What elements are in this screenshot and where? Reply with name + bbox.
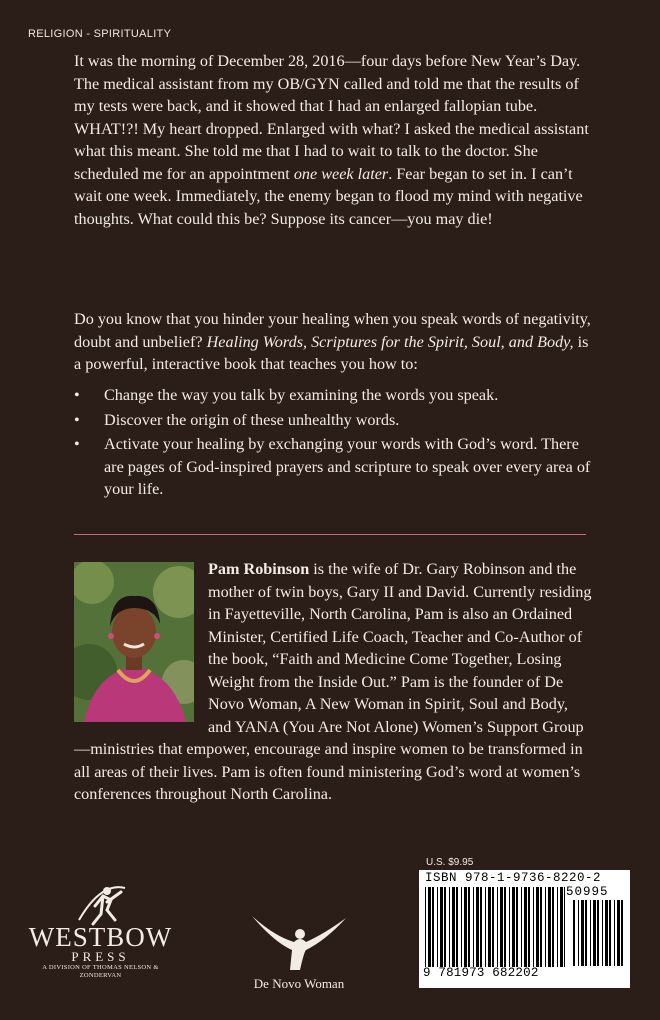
barcode-bar (557, 887, 558, 967)
list-item: • Change the way you talk by examining the words you speak. (74, 384, 594, 407)
barcode-bar (617, 900, 620, 966)
story-text-2: . Fear began to set in. I can’t wait one week. Immediately, the enemy began to flood my mind with negative thoughts. What could this be? Suppose its cancer—you may die! (74, 164, 583, 228)
addon-barcode-bars (573, 900, 623, 966)
barcode-bar (504, 887, 506, 967)
barcode-bar (488, 887, 491, 967)
barcode-digits: 9 781973 682202 (423, 966, 539, 980)
barcode-bar (540, 887, 542, 967)
publisher-press: PRESS (71, 949, 130, 964)
barcode-bar (564, 887, 565, 967)
de-novo-woman-logo (234, 912, 364, 1002)
barcode-bar (440, 887, 443, 967)
barcode-bar (521, 887, 522, 967)
list-item: • Activate your healing by exchanging your words with God’s word. There are pages of God-inspired prayers and scripture to speak over every area of your life. (74, 433, 594, 501)
barcode-bar (585, 900, 587, 966)
publisher-name: WESTBOW (28, 922, 173, 952)
barcode-bar (449, 887, 450, 967)
story-paragraph (74, 50, 594, 230)
barcode-bar (560, 887, 563, 967)
pitch-paragraph (74, 308, 594, 376)
barcode-bar (621, 900, 623, 966)
barcode-bar (468, 887, 470, 967)
barcode-bar (602, 900, 603, 966)
barcode-bar (593, 900, 596, 966)
barcode-bar (425, 887, 426, 967)
barcode-bar (456, 887, 458, 967)
section-divider (74, 534, 586, 535)
barcode-bar (473, 887, 474, 967)
barcode-bars (425, 887, 565, 967)
ministry-name: De Novo Woman (253, 976, 345, 991)
barcode-bar (573, 900, 575, 966)
author-bio (74, 558, 594, 806)
barcode-bar (476, 887, 479, 967)
barcode-bar (536, 887, 539, 967)
story-text-1: It was the morning of December 28, 2016—four days before New Year’s Day. The medical assistant from my OB/GYN called and told me that the results of my tests were back, and it showed that I had an enlarged fallopian tube. WHAT!?! My heart dropped. Enlarged with what? I asked the medical assistant what this meant. She told me that I had to wait to talk to the doctor. She scheduled me for an appointment (74, 52, 589, 183)
pitch-intro: Do you know that you hinder your healing when you speak words of negativity, doubt and unbelief? (74, 310, 591, 351)
isbn-barcode (419, 870, 630, 988)
photo-spacer (74, 558, 208, 724)
barcode-bar (509, 887, 510, 967)
barcode-bar (452, 887, 455, 967)
barcode-bar (480, 887, 482, 967)
barcode-bar (500, 887, 503, 967)
barcode-bar (578, 900, 579, 966)
barcode-bar (497, 887, 498, 967)
isbn-number: ISBN 978-1-9736-8220-2 (425, 871, 602, 885)
barcode-bar (548, 887, 551, 967)
barcode-bar (432, 887, 434, 967)
list-item: • Discover the origin of these unhealthy words. (74, 409, 594, 432)
price-addon-code: 50995 (566, 885, 609, 899)
barcode-bar (464, 887, 467, 967)
raised-arms-figure-icon (234, 912, 364, 974)
publisher-division: A DIVISION OF THOMAS NELSON & ZONDERVAN (42, 964, 159, 979)
westbow-press-logo (28, 880, 173, 1005)
barcode-bar (605, 900, 608, 966)
pitch-rest: is a powerful, interactive book that teaches you how to: (74, 332, 589, 373)
barcode-bar (516, 887, 518, 967)
barcode-bar (485, 887, 486, 967)
barcode-bar (444, 887, 446, 967)
barcode-bar (545, 887, 546, 967)
barcode-bar (528, 887, 530, 967)
pitch-book-title: Healing Words, Scriptures for the Spirit, Soul, and Body, (206, 332, 574, 351)
author-bio-text: is the wife of Dr. Gary Robinson and the mother of twin boys, Gary II and David. Currently residing in Fayetteville, North Carolina, Pam is also an Ordained Minister, Certified Life Coach, Teacher and Co-Author of the book, “Faith and Medicine Come Together, Losing Weight from the Inside Out.” Pam is the founder of De Novo Woman, A New Woman in Spirit, Soul and Body, and YANA (You Are Not Alone) Women’s Support Group—ministries that empower, encourage and inspire women to be transformed in all areas of their lives. Pam is often found ministering God’s word at women’s conferences throughout North Carolina. (74, 560, 592, 803)
archer-icon (71, 880, 131, 926)
barcode-bar (512, 887, 515, 967)
price-label: U.S. $9.95 (426, 857, 474, 868)
author-name: Pam Robinson (208, 560, 310, 578)
barcode-bar (533, 887, 534, 967)
barcode-bar (461, 887, 462, 967)
barcode-bar (597, 900, 599, 966)
story-emphasis: one week later (293, 164, 389, 183)
barcode-bar (524, 887, 527, 967)
genre-category: RELIGION - SPIRITUALITY (28, 28, 172, 40)
benefit-list (74, 384, 594, 503)
barcode-bar (614, 900, 615, 966)
barcode-bar (590, 900, 591, 966)
barcode-bar (552, 887, 554, 967)
barcode-bar (609, 900, 611, 966)
barcode-bar (492, 887, 494, 967)
barcode-bar (437, 887, 438, 967)
barcode-bar (428, 887, 431, 967)
barcode-bar (581, 900, 584, 966)
